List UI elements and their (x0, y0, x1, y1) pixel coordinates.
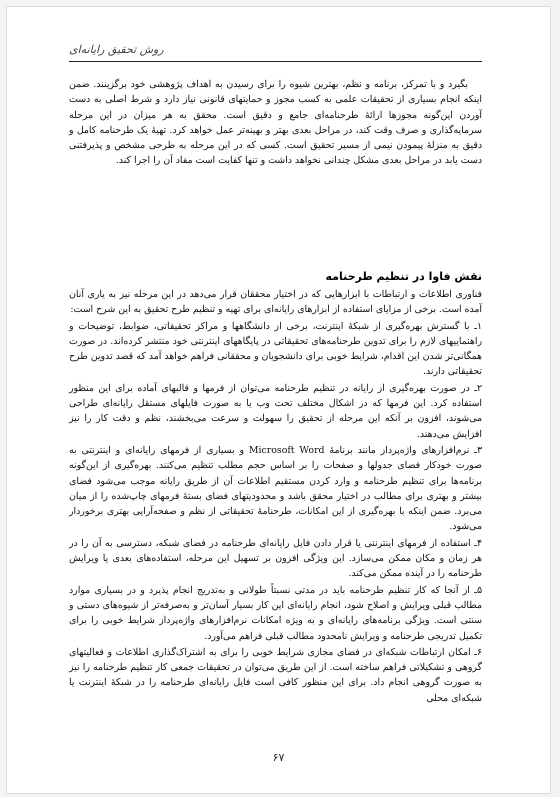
book-page (6, 6, 551, 794)
list-item: ۳ـ نرم‌افزارهای واژه‌پرداز مانند برنامهٔ Microsoft Word و بسیاری از فرمهای رایانه‌ای و اینترنتی به صورت خودکار فضای جدولها و صفحات را بر اساس حجم مطلب تنظیم می‌کنند. بهره‌گیری از این‌گونه برنامه‌ها برای تنظیم طرحنامه و وارد کردن مستقیم اطلاعات آن از طریق رایانه موجب می‌شود فضای بیشتر و بهتری برای مطالب در اختیار محقق باشد و محدودیتهای فضای بستهٔ فرمهای چاپ‌شده را از میان می‌برد. ضمن اینکه با بهره‌گیری از این امکانات، طرحنامهٔ تحقیقاتی از نظم و صفحه‌آرایی بهتری برخوردار می‌شود. (69, 444, 482, 533)
section-heading: نقش فاوا در تنظیم طرحنامه (325, 270, 482, 283)
header-rule (69, 61, 482, 62)
list-item: ۶ـ امکان ارتباطات شبکه‌ای در فضای مجازی شرایط خوبی را برای به اشتراک‌گذاری اطلاعات و فعالیتهای گروهی و تشکیلاتی فراهم ساخته است. از این طریق می‌توان در تحقیقات جمعی کار تنظیم طرحنامه را نیز به صورت گروهی انجام داد. برای این منظور کافی است فایل رایانه‌ای طرحنامه را در شبکهٔ اینترنت یا شبکه‌ای محلی (69, 646, 482, 704)
section-intro-paragraph: فناوری اطلاعات و ارتباطات با ابزارهایی که در اختیار محققان قرار می‌دهد در این مرحله نیز به یاری آنان آمده است. برخی از مزایای استفاده از ابزارهای رایانه‌ای برای تهیه و تنظیم طرح تحقیق به این شرح است: (69, 289, 482, 316)
intro-paragraph: بگیرد و با تمرکز، برنامه و نظم، بهترین شیوه را برای رسیدن به اهداف پژوهشی خود برگزینند. ضمن اینکه انجام بسیاری از تحقیقات علمی به کسب مجوز و حمایتهای قانونی نیاز دارد و شرط اصلی به دست آوردن این‌گونه مجوزها ارائهٔ طرحنامه‌ای جامع و دقیق است. محقق به هر میزان در این مرحله سرمایه‌گذاری و صرف وقت کند، در مراحل بعدی بهتر و بهینه‌تر عمل خواهد کرد. تهیهٔ یک طرحنامه کامل و دقیق به منزلهٔ پیمودن نیمی از مسیر تحقیق است. کسی که در این مرحله به طرحی مشخص و پذیرفتنی دست یابد در مراحل بعدی مشکل چندانی نخواهد داشت و تنها کفایت است مفاد آن را اجرا کند. (69, 79, 482, 167)
section-body (69, 287, 482, 707)
list-item: ۴ـ استفاده از فرمهای اینترنتی یا قرار دادن فایل رایانه‌ای طرحنامه در فضای شبکه، دسترسی به آن را در هر زمان و مکان ممکن می‌سازد. این ویژگی افزون بر تسهیل این مرحله، استفاده‌های بعدی یا ویرایش طرحنامه را در آینده ممکن می‌کند. (69, 537, 482, 580)
list-item: ۲ـ در صورت بهره‌گیری از رایانه در تنظیم طرحنامه می‌توان از فرمها و قالبهای آماده برای این منظور استفاده کرد. این فرمها که در اشکال مختلف تحت وب یا به صورت فایلهای مستقل رایانه‌ای طراحی می‌شوند، افزون بر آنکه این مرحله از تحقیق را سهولت و سرعت می‌بخشند، نظم و دقت کار را نیز افزایش می‌دهند. (69, 382, 482, 440)
intro-text-block (69, 77, 482, 169)
running-head: روش تحقیق رایانه‌ای (69, 43, 164, 56)
list-item: ۵ـ از آنجا که کار تنظیم طرحنامه باید در مدتی نسبتاً طولانی و به‌تدریج انجام پذیرد و در بسیاری موارد مطالب قبلی ویرایش و اصلاح شود، انجام رایانه‌ای این کار بسیار آسان‌تر و به‌صرفه‌تر از شیوه‌های دستی و سنتی است. ویژگی برنامه‌های رایانه‌ای و به ویژه امکانات نرم‌افزارهای واژه‌پرداز شرایط خوبی را برای تکمیل تدریجی طرحنامه و ویرایش نامحدود مطالب قبلی فراهم می‌آورد. (69, 584, 482, 642)
page-number: ۶۷ (272, 751, 285, 764)
page-header (7, 43, 550, 67)
list-item: ۱ـ با گسترش بهره‌گیری از شبکهٔ اینترنت، برخی از دانشگاهها و مراکز تحقیقاتی، ضوابط، توضیحات و راهنماییهای لازم را برای تدوین طرحنامه‌های تحقیقاتی در پایگاههای اینترنتی خود منتشر کرده‌اند. در صورت همگانی‌تر شدن این اقدام، شرایط خوبی برای دانشجویان و محققانی فراهم خواهد آمد که قصد تدوین طرح تحقیقاتی دارند. (69, 320, 482, 378)
